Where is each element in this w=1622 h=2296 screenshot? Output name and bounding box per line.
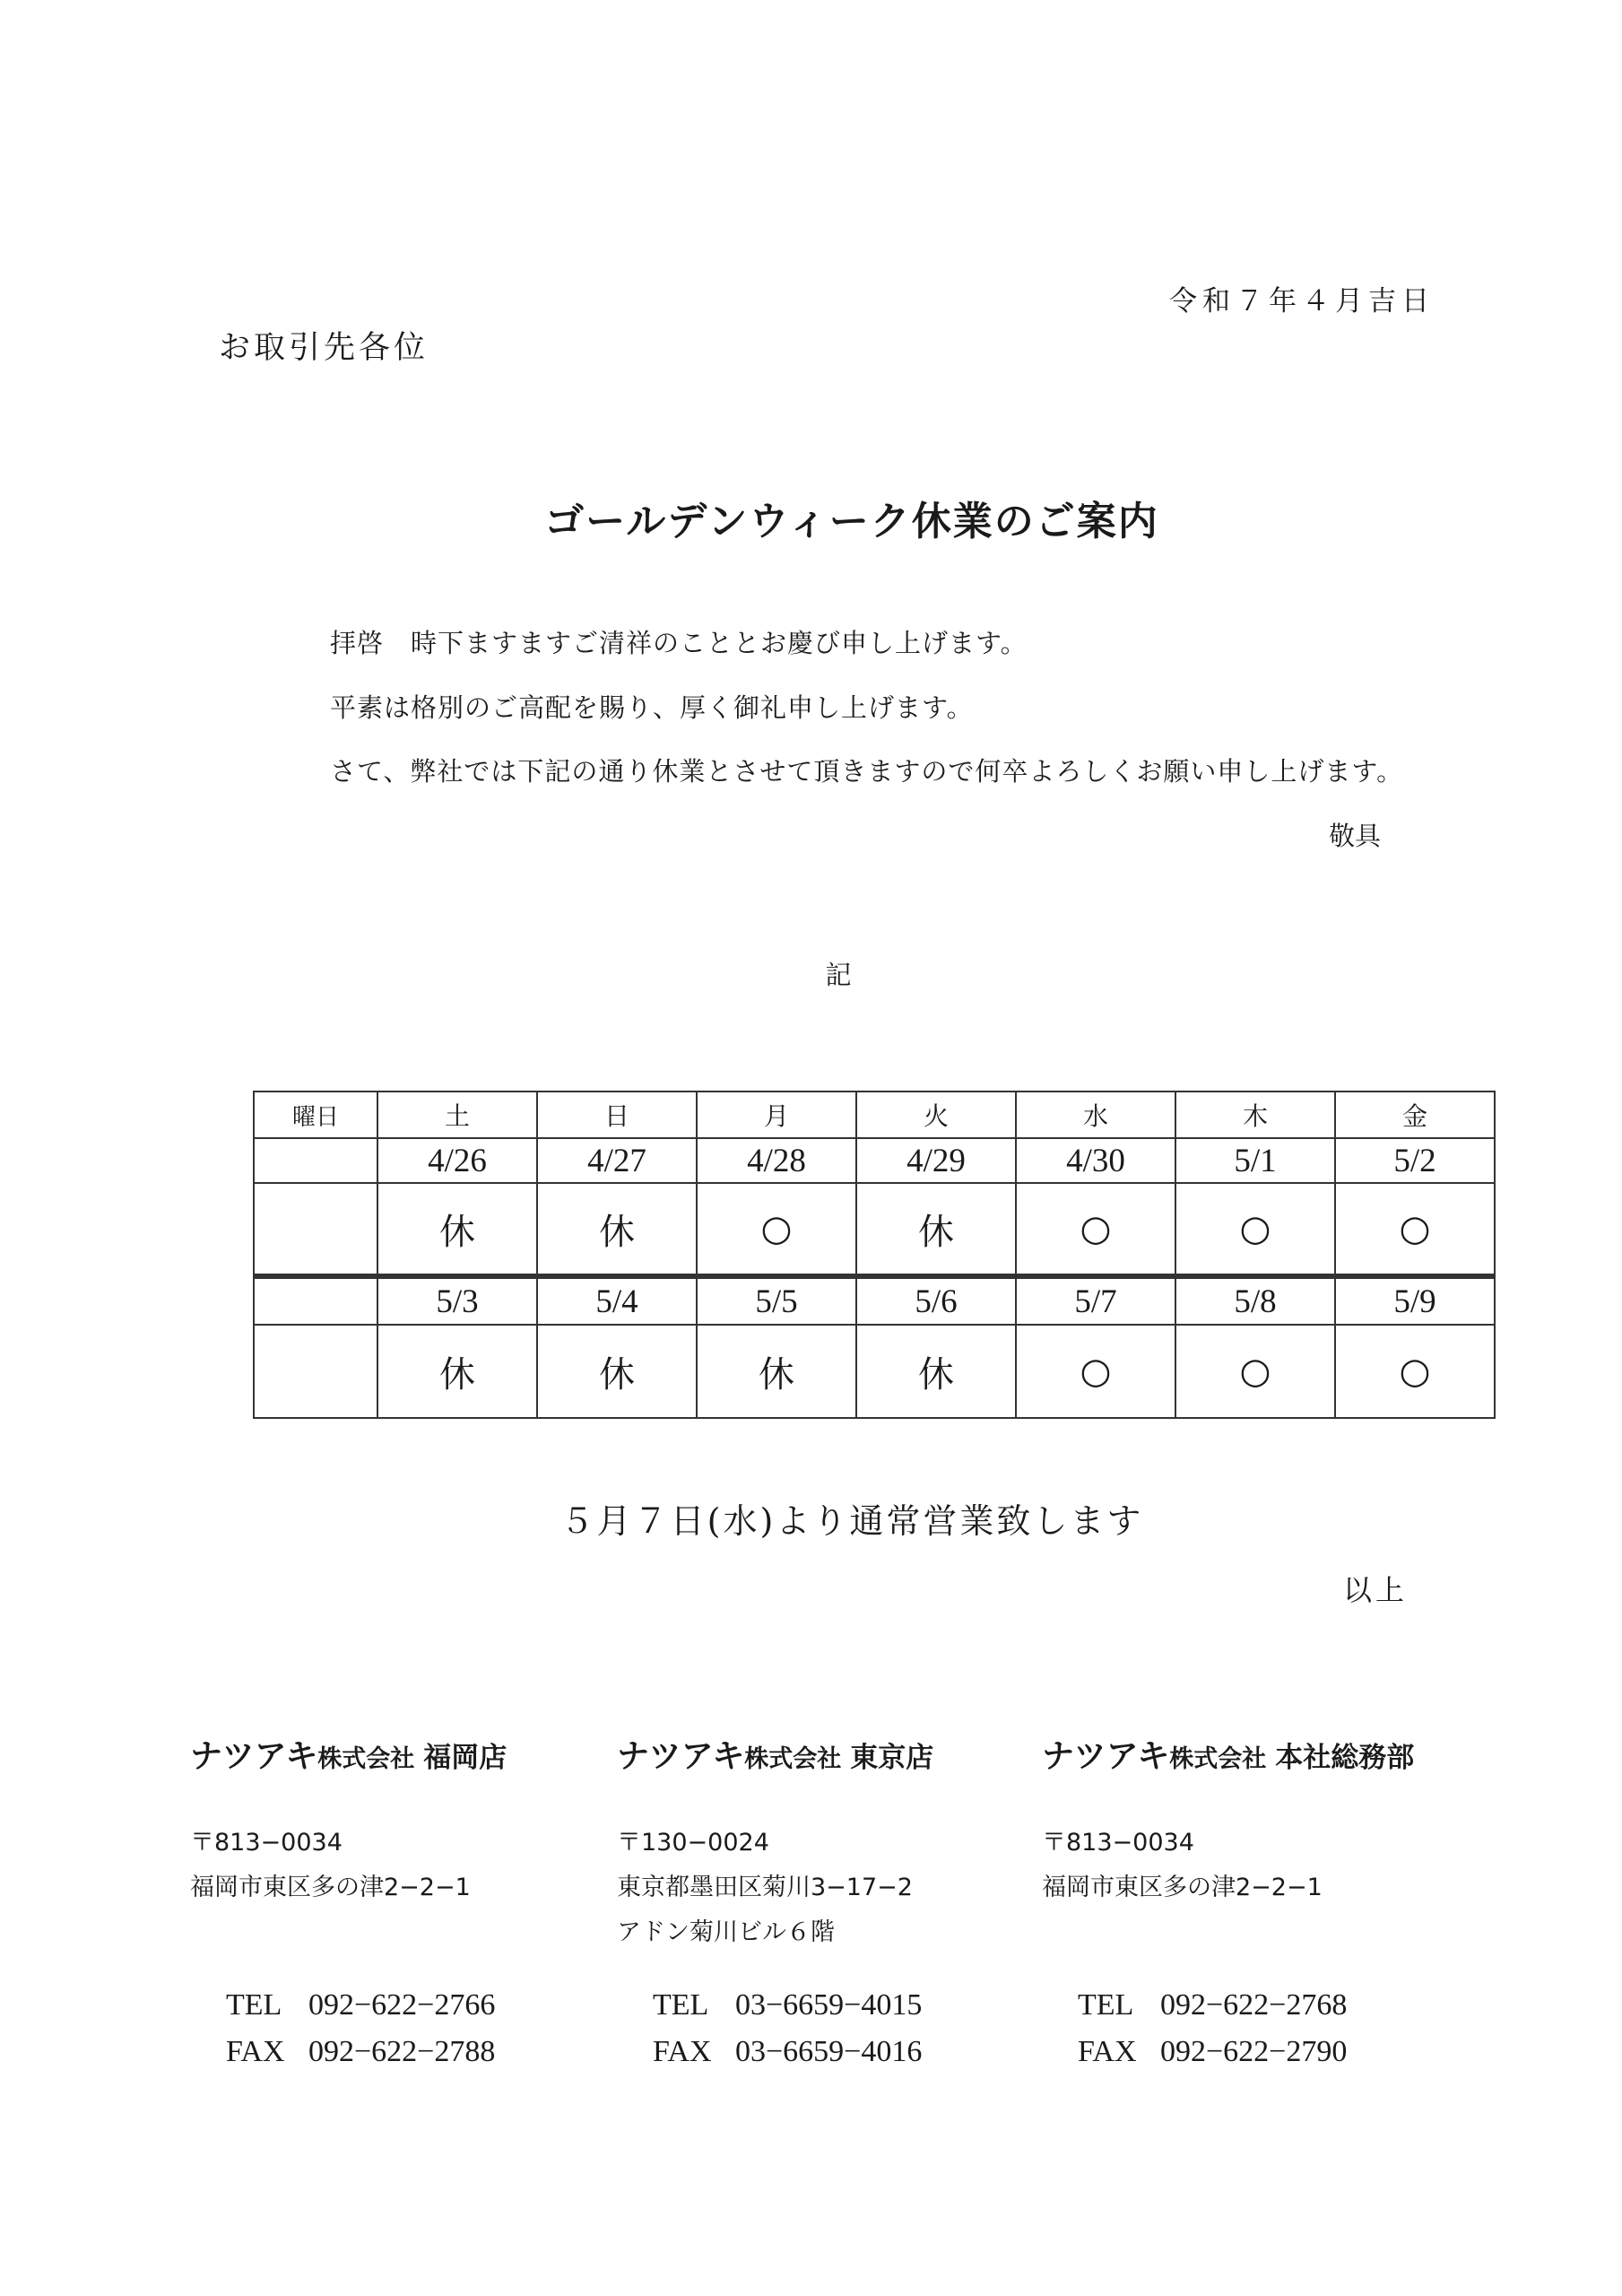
- status-cell: ○: [1175, 1183, 1335, 1276]
- status-cell: ○: [1175, 1325, 1335, 1418]
- address-line-building: アドン菊川ビル６階: [617, 1918, 835, 1946]
- ki-heading: 記: [825, 960, 852, 990]
- date-cell: 5/8: [1175, 1276, 1335, 1325]
- address-spacer: [1042, 1910, 1508, 1955]
- status-cell: 休: [697, 1325, 856, 1418]
- addressee: お取引先各位: [219, 330, 429, 366]
- weekday-cell: 金: [1335, 1091, 1495, 1138]
- resume-notice: ５月７日(水)より通常営業致します: [559, 1501, 1144, 1541]
- body-line-1: 拝啓 時下ますますご清祥のこととお慶び申し上げます。: [330, 628, 1028, 658]
- tel-label: TEL: [653, 1988, 709, 2022]
- status-cell: 休: [856, 1325, 1016, 1418]
- fax-label: FAX: [226, 2035, 285, 2068]
- empty-label-cell: [254, 1138, 377, 1183]
- office-block-headquarters: [1042, 1731, 1508, 2075]
- office-name: [190, 1731, 656, 1776]
- weekday-cell: 日: [537, 1091, 697, 1138]
- week2-date-row: [254, 1276, 1495, 1325]
- office-block-tokyo: [617, 1731, 1083, 2075]
- fax-label: FAX: [1078, 2035, 1137, 2068]
- office-name: [1042, 1731, 1508, 1776]
- company-corp: 株式会社: [744, 1745, 842, 1773]
- document-date: 令和７年４月吉日: [1169, 285, 1435, 317]
- address-spacer: [190, 1910, 656, 1955]
- empty-label-cell: [254, 1183, 377, 1276]
- address-line: 福岡市東区多の津2−2−1: [1042, 1874, 1323, 1901]
- page-title: ゴールデンウィーク休業のご案内: [544, 499, 1159, 544]
- office-block-fukuoka: [190, 1731, 656, 2075]
- fax-number: 092−622−2790: [1160, 2035, 1348, 2068]
- tel-number: 092−622−2766: [308, 1988, 496, 2022]
- company-name: ナツアキ: [617, 1738, 745, 1775]
- date-cell: 4/30: [1016, 1138, 1175, 1183]
- holiday-schedule-table: [253, 1091, 1496, 1419]
- branch-name: 東京店: [850, 1742, 934, 1774]
- body-line-3: さて、弊社では下記の通り休業とさせて頂きますので何卒よろしくお願い申し上げます。: [330, 756, 1404, 787]
- company-corp: 株式会社: [1169, 1745, 1267, 1773]
- weekday-cell: 水: [1016, 1091, 1175, 1138]
- date-cell: 4/27: [537, 1138, 697, 1183]
- week2-status-row: [254, 1325, 1495, 1418]
- status-cell: ○: [1335, 1325, 1495, 1418]
- closing-ijou: 以上: [1342, 1573, 1408, 1607]
- postal-code: 〒813−0034: [1042, 1829, 1194, 1857]
- closing-keigu: 敬具: [1328, 821, 1381, 851]
- status-cell: ○: [1016, 1183, 1175, 1276]
- status-cell: ○: [1335, 1183, 1495, 1276]
- branch-name: 福岡店: [423, 1742, 507, 1774]
- date-cell: 4/26: [377, 1138, 537, 1183]
- date-cell: 5/6: [856, 1276, 1016, 1325]
- status-cell: ○: [697, 1183, 856, 1276]
- status-cell: 休: [377, 1183, 537, 1276]
- status-cell: ○: [1016, 1325, 1175, 1418]
- postal-code: 〒813−0034: [190, 1829, 343, 1857]
- postal-code: 〒130−0024: [617, 1829, 769, 1857]
- week1-date-row: [254, 1138, 1495, 1183]
- tel-number: 092−622−2768: [1160, 1988, 1348, 2022]
- fax-line: [226, 2029, 656, 2075]
- date-cell: 5/3: [377, 1276, 537, 1325]
- address-line: 福岡市東区多の津2−2−1: [190, 1874, 471, 1901]
- weekday-cell: 月: [697, 1091, 856, 1138]
- status-cell: 休: [377, 1325, 537, 1418]
- tel-number: 03−6659−4015: [735, 1988, 923, 2022]
- company-name: ナツアキ: [190, 1738, 318, 1775]
- date-cell: 5/2: [1335, 1138, 1495, 1183]
- weekday-cell: 土: [377, 1091, 537, 1138]
- fax-line: [1078, 2029, 1508, 2075]
- fax-label: FAX: [653, 2035, 712, 2068]
- body-line-2: 平素は格別のご高配を賜り、厚く御礼申し上げます。: [330, 692, 974, 723]
- fax-line: [653, 2029, 1083, 2075]
- tel-label: TEL: [1078, 1988, 1134, 2022]
- date-cell: 4/29: [856, 1138, 1016, 1183]
- office-name: [617, 1731, 1083, 1776]
- date-cell: 5/4: [537, 1276, 697, 1325]
- date-cell: 5/1: [1175, 1138, 1335, 1183]
- address-line: 東京都墨田区菊川3−17−2: [617, 1874, 913, 1901]
- weekday-cell: 木: [1175, 1091, 1335, 1138]
- branch-name: 本社総務部: [1275, 1742, 1415, 1774]
- empty-label-cell: [254, 1325, 377, 1418]
- status-cell: 休: [537, 1325, 697, 1418]
- tel-line: [226, 1982, 656, 2029]
- tel-line: [653, 1982, 1083, 2029]
- tel-line: [1078, 1982, 1508, 2029]
- tel-label: TEL: [226, 1988, 282, 2022]
- week1-status-row: [254, 1183, 1495, 1276]
- date-cell: 5/5: [697, 1276, 856, 1325]
- date-cell: 5/7: [1016, 1276, 1175, 1325]
- fax-number: 03−6659−4016: [735, 2035, 923, 2068]
- date-cell: 4/28: [697, 1138, 856, 1183]
- weekday-label-cell: 曜日: [254, 1091, 377, 1138]
- weekday-cell: 火: [856, 1091, 1016, 1138]
- status-cell: 休: [537, 1183, 697, 1276]
- company-name: ナツアキ: [1042, 1738, 1170, 1775]
- empty-label-cell: [254, 1276, 377, 1325]
- date-cell: 5/9: [1335, 1276, 1495, 1325]
- status-cell: 休: [856, 1183, 1016, 1276]
- fax-number: 092−622−2788: [308, 2035, 496, 2068]
- company-corp: 株式会社: [317, 1745, 415, 1773]
- weekday-row: [254, 1091, 1495, 1138]
